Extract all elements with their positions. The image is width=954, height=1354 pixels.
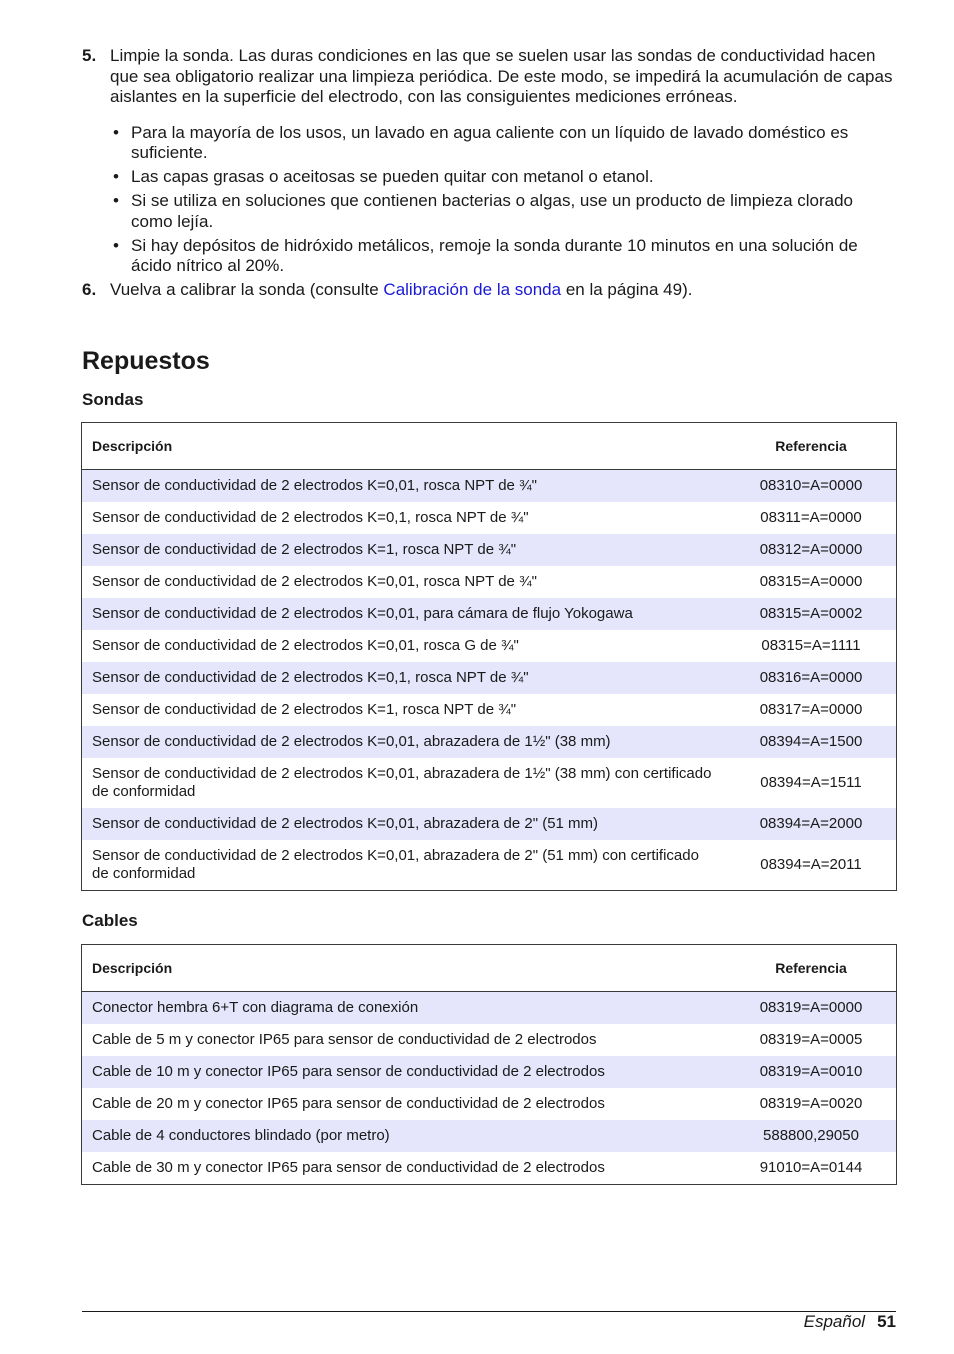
table-header-row	[82, 423, 897, 470]
step-number: 6.	[82, 280, 97, 299]
list-item: • Para la mayoría de los usos, un lavado en agua caliente con un líquido de lavado doméstico es suficiente.	[110, 123, 896, 164]
cables-table	[81, 944, 897, 1185]
table-row: Sensor de conductividad de 2 electrodos K=0,01, rosca NPT de ¾" 08310=A=0000	[82, 470, 897, 503]
table-header-row	[82, 945, 897, 992]
table-row: Sensor de conductividad de 2 electrodos K=1, rosca NPT de ¾" 08317=A=0000	[92, 701, 863, 718]
list-item: • Si hay depósitos de hidróxido metálicos, remoje la sonda durante 10 minutos en una solución de ácido nítrico al 20%.	[110, 236, 896, 277]
reference-header: Referencia	[726, 945, 897, 992]
reference-header: Referencia	[726, 423, 897, 470]
step-5	[82, 46, 896, 280]
list-item: • Las capas grasas o aceitosas se pueden quitar con metanol o etanol.	[110, 167, 896, 188]
step-6: 6. Vuelva a calibrar la sonda (consulte Calibración de la sonda en la página 49).	[82, 280, 693, 299]
sondas-heading: Sondas	[82, 390, 144, 409]
table-row: Sensor de conductividad de 2 electrodos K=0,01, para cámara de flujo Yokogawa 08315=A=0002	[82, 598, 897, 630]
table-row: Cable de 20 m y conector IP65 para sensor de conductividad de 2 electrodos 08319=A=0020	[92, 1095, 863, 1112]
footer-divider	[82, 1311, 896, 1312]
instruction-steps	[82, 46, 896, 301]
cleaning-tips-list	[110, 123, 896, 277]
table-row: Sensor de conductividad de 2 electrodos K=0,01, abrazadera de 1½" (38 mm) 08394=A=1500	[82, 726, 897, 758]
table-row: Sensor de conductividad de 2 electrodos K=0,01, abrazadera de 1½" (38 mm) con certificado de conformidad 08394=A=1511	[92, 765, 862, 800]
table-row: Sensor de conductividad de 2 electrodos K=0,1, rosca NPT de ¾" 08316=A=0000	[82, 662, 897, 694]
description-header: Descripción	[82, 423, 727, 470]
cables-heading: Cables	[82, 911, 138, 930]
footer-language: Español	[803, 1312, 866, 1331]
bullet-icon: •	[113, 122, 119, 142]
description-header: Descripción	[82, 945, 727, 992]
page-footer	[804, 1312, 896, 1332]
table-row: Sensor de conductividad de 2 electrodos K=0,01, abrazadera de 2" (51 mm) con certificado de conformidad 08394=A=2011	[92, 847, 862, 882]
calibration-link[interactable]: Calibración de la sonda	[383, 280, 562, 299]
table-row: Cable de 10 m y conector IP65 para sensor de conductividad de 2 electrodos 08319=A=0010	[82, 1056, 897, 1088]
table-row: Conector hembra 6+T con diagrama de conexión 08319=A=0000	[82, 992, 897, 1025]
section-title: Repuestos	[82, 347, 210, 375]
table-row: Sensor de conductividad de 2 electrodos K=1, rosca NPT de ¾" 08312=A=0000	[82, 534, 897, 566]
table-row: Sensor de conductividad de 2 electrodos K=0,01, rosca G de ¾" 08315=A=1111	[92, 637, 861, 654]
bullet-icon: •	[113, 191, 119, 210]
table-row: Cable de 30 m y conector IP65 para sensor de conductividad de 2 electrodos 91010=A=0144	[92, 1159, 863, 1176]
table-row: Sensor de conductividad de 2 electrodos K=0,1, rosca NPT de ¾" 08311=A=0000	[92, 509, 862, 526]
bullet-icon: •	[113, 167, 119, 186]
sondas-table	[81, 422, 897, 891]
step-number: 5.	[82, 46, 97, 65]
step-text: Limpie la sonda. Las duras condiciones en las que se suelen usar las sondas de conductividad hacen que sea obligatorio realizar una limpieza periódica. De este modo, se impedirá la acumulación de capas aislantes en la superficie del electrodo, con las consiguientes mediciones erróneas.	[110, 46, 893, 106]
page-number: 51	[877, 1312, 896, 1331]
list-item: • Si se utiliza en soluciones que contienen bacterias o algas, use un producto de limpieza clorado como lejía.	[110, 191, 896, 232]
bullet-icon: •	[113, 235, 119, 255]
table-row: Cable de 5 m y conector IP65 para sensor de conductividad de 2 electrodos 08319=A=0005	[92, 1031, 863, 1048]
table-row: Sensor de conductividad de 2 electrodos K=0,01, rosca NPT de ¾" 08315=A=0000	[92, 573, 863, 590]
table-row: Sensor de conductividad de 2 electrodos K=0,01, abrazadera de 2" (51 mm) 08394=A=2000	[82, 808, 897, 840]
table-row: Cable de 4 conductores blindado (por metro) 588800,29050	[82, 1120, 897, 1152]
